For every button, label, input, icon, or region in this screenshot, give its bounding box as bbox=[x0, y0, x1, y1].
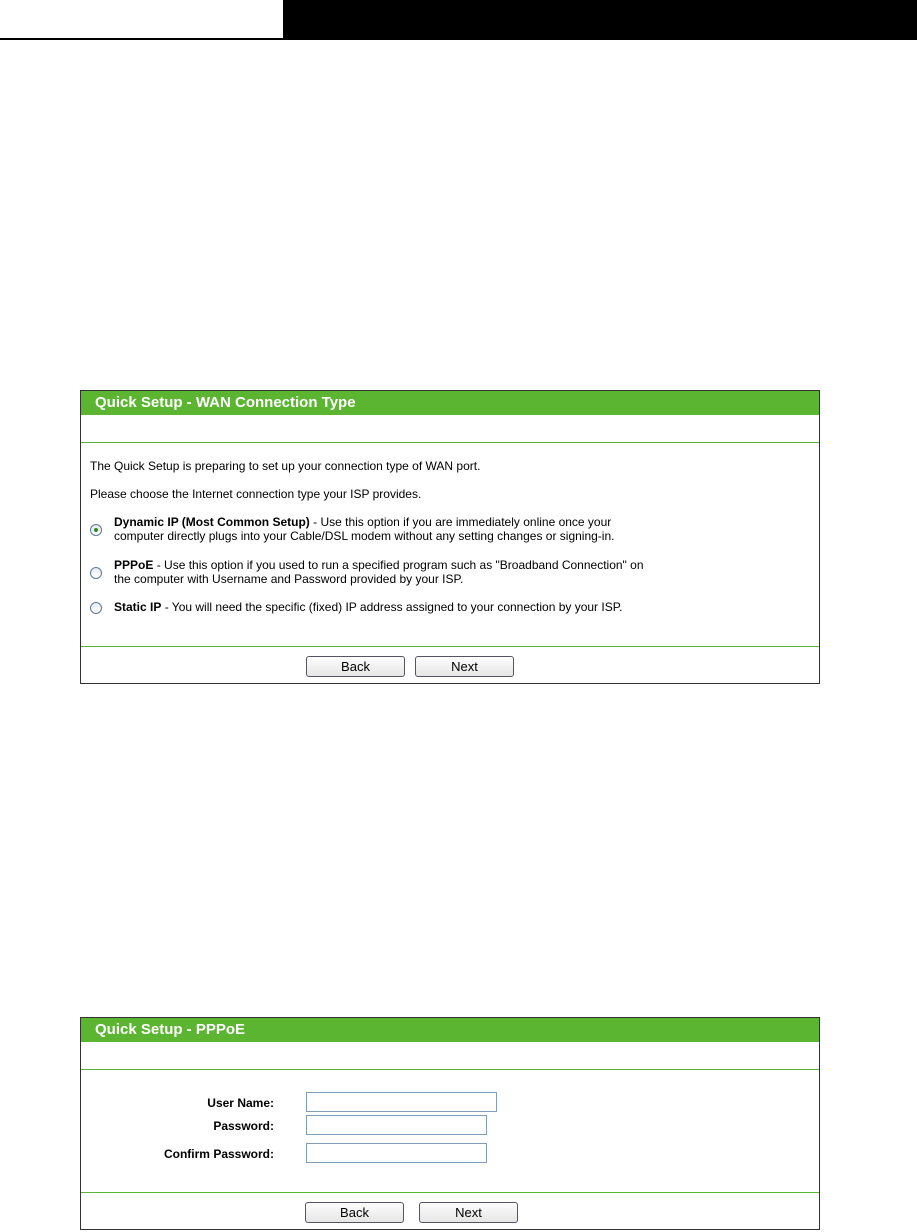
dynamic-ip-desc-cont: computer directly plugs into your Cable/DSL modem without any setting changes or signing-in. bbox=[114, 529, 615, 543]
panel-footer bbox=[81, 646, 819, 683]
panel-subheader bbox=[81, 1042, 819, 1070]
panel-title: Quick Setup - WAN Connection Type bbox=[81, 391, 819, 415]
intro-text: The Quick Setup is preparing to set up your connection type of WAN port. bbox=[90, 459, 481, 473]
panel-footer bbox=[81, 1192, 819, 1229]
header-tab bbox=[0, 0, 283, 40]
document-header-bar bbox=[0, 0, 917, 40]
pppoe-panel bbox=[80, 1017, 820, 1230]
dynamic-ip-desc: - Use this option if you are immediately online once your bbox=[309, 515, 612, 529]
wan-connection-type-panel bbox=[80, 390, 820, 684]
option-static-ip[interactable] bbox=[90, 600, 790, 618]
password-label: Password: bbox=[213, 1119, 274, 1133]
back-button[interactable]: Back bbox=[306, 656, 405, 677]
static-ip-label: Static IP bbox=[114, 600, 162, 614]
panel-subheader bbox=[81, 415, 819, 443]
next-button[interactable]: Next bbox=[415, 656, 514, 677]
next-button[interactable]: Next bbox=[419, 1202, 518, 1223]
pppoe-label: PPPoE bbox=[114, 558, 154, 572]
header-underline bbox=[0, 38, 283, 40]
password-input[interactable] bbox=[306, 1115, 487, 1135]
dynamic-ip-radio[interactable] bbox=[90, 524, 102, 536]
header-band bbox=[283, 0, 917, 40]
option-dynamic-ip[interactable] bbox=[90, 515, 790, 547]
instruction-text: Please choose the Internet connection type your ISP provides. bbox=[90, 487, 422, 501]
pppoe-radio[interactable] bbox=[90, 567, 102, 579]
back-button[interactable]: Back bbox=[305, 1202, 404, 1223]
panel-title: Quick Setup - PPPoE bbox=[81, 1018, 819, 1042]
static-ip-desc: - You will need the specific (fixed) IP address assigned to your connection by your ISP. bbox=[161, 600, 623, 614]
static-ip-radio[interactable] bbox=[90, 602, 102, 614]
confirm-password-input[interactable] bbox=[306, 1143, 487, 1163]
confirm-password-label: Confirm Password: bbox=[163, 1147, 274, 1161]
user-name-label: User Name: bbox=[207, 1096, 274, 1110]
dynamic-ip-label: Dynamic IP (Most Common Setup) bbox=[114, 515, 310, 529]
pppoe-desc-cont: the computer with Username and Password provided by your ISP. bbox=[114, 572, 464, 586]
option-pppoe[interactable] bbox=[90, 558, 790, 590]
user-name-input[interactable] bbox=[306, 1092, 497, 1112]
pppoe-desc: - Use this option if you used to run a specified program such as "Broadband Connection" on bbox=[153, 558, 644, 572]
